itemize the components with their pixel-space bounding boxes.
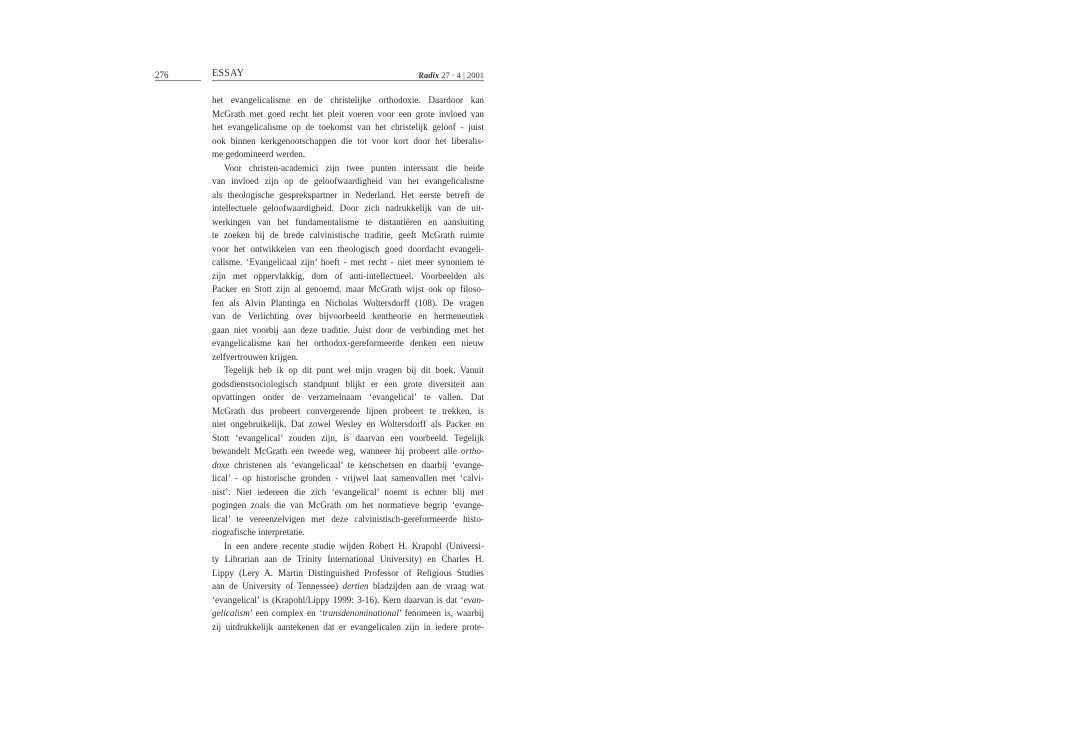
line-text: ‘evangelical’ is (Krapohl/Lippy 1999: 3-16). Kern daarvan is dat ‘: [212, 594, 464, 605]
line-text: ty Librarian aan de Trinity International University) en Charles H.: [212, 554, 484, 564]
text-line: [212, 337, 484, 351]
line-text: van invloed zijn op de geloofwaardigheid van het evangelicalisme: [212, 176, 484, 186]
text-line: [212, 351, 484, 365]
journal-issue: 27 · 4 | 2001: [441, 70, 484, 80]
text-line: [212, 553, 484, 567]
line-text: zijn met oppervlakkig, dom of anti-intellectueel. Voorbeelden als: [212, 270, 484, 281]
line-text: opvattingen onder de verzamelnaam ‘evangelical’ te vallen. Dat: [212, 392, 484, 402]
line-text: calisme. ‘Evangelicaal zijn’ hoeft - met recht - niet meer synoniem te: [212, 257, 484, 267]
text-line: [212, 94, 484, 108]
text-line: [212, 135, 484, 149]
line-text: riografische interpretatie.: [212, 527, 305, 537]
line-text: Stott ‘evangelical’ zouden zijn, is daarvan een voorbeeld. Tegelijk: [212, 432, 484, 443]
text-line: [212, 216, 484, 230]
text-line: [212, 243, 484, 257]
text-line: [212, 432, 484, 446]
body-text: [212, 94, 484, 634]
journal-name: Radix: [418, 70, 440, 80]
italic-text: ortho-: [461, 446, 484, 456]
line-text: Packer en Stott zijn al genoemd, maar McGrath wijst ook op filoso-: [212, 284, 484, 294]
line-text: Lippy (Lery A. Martin Distinguished Professor of Religious Studies: [212, 567, 484, 578]
line-text: van de Verlichting over bijvoorbeeld kentheorie en hermeneutiek: [212, 311, 484, 321]
text-line: [212, 580, 484, 594]
line-text: McGrath dus probeert convergerende lijnen probeert te trekken, is: [212, 405, 484, 416]
line-text: zij uitdrukkelijk aantekenen dat er evangelicalen zijn in iedere prote-: [212, 621, 484, 632]
line-text: nist’. Niet iedereen die zich ‘evangelical’ noemt is echter blij met: [212, 486, 484, 497]
line-text: fen als Alvin Plantinga en Nicholas Woltersdorff (108). De vragen: [212, 297, 484, 308]
line-text: McGrath met goed recht het pleit voeren voor een grote invloed van: [212, 108, 484, 119]
text-line: [212, 297, 484, 311]
text-line: [212, 499, 484, 513]
line-text: gaan niet voorbij aan deze traditie. Juist door de verbinding met het: [212, 324, 484, 335]
line-text: evangelicalisme kan het orthodox-gereformeerde denken een nieuw: [212, 338, 484, 348]
line-text: zelfvertrouwen krijgen.: [212, 351, 299, 362]
text-line: [212, 202, 484, 216]
line-text: me gedomineerd werden.: [212, 149, 306, 159]
line-text: lical’ - op historische gronden - vrijwel laat samenvallen met ‘calvi-: [212, 473, 484, 483]
italic-text: dertien: [342, 581, 369, 591]
text-line: [212, 121, 484, 135]
text-line: [212, 391, 484, 405]
text-line: [212, 607, 484, 621]
text-line: [212, 108, 484, 122]
text-line: [212, 621, 484, 635]
line-text: godsdienstsociologisch standpunt blijkt er een grote diversiteit aan: [212, 378, 484, 389]
line-text: als theologische gesprekspartner in Nederland. Het eerste betreft de: [212, 189, 484, 200]
text-line: [212, 445, 484, 459]
text-line: [212, 270, 484, 284]
text-line: [212, 567, 484, 581]
line-text: bewandelt McGrath een tweede weg, wanneer hij probeert alle: [212, 446, 462, 456]
text-line: [212, 229, 484, 243]
line-text: niet ongebruikelijk. Dat zowel Wesley en Woltersdorff als Packer en: [212, 419, 484, 429]
text-line: [212, 472, 484, 486]
line-text: te zoeken bij de brede calvinistische traditie, geeft McGrath ruimte: [212, 230, 484, 240]
text-line: [212, 310, 484, 324]
left-header-rule: [155, 80, 201, 81]
line-text: ’ fenomeen is, waarbij: [398, 608, 484, 618]
page-number: 276: [155, 70, 169, 80]
text-line: [212, 175, 484, 189]
text-line: [212, 594, 484, 608]
line-text: pogingen zoals die van McGrath om het normatieve begrip ‘evange-: [212, 500, 484, 510]
text-line: [212, 162, 484, 176]
journal-reference: [360, 70, 484, 80]
line-text: werkingen van het fundamentalisme te distantiëren en aansluiting: [212, 216, 484, 227]
text-line: [212, 378, 484, 392]
italic-text: gelicalism: [212, 608, 250, 618]
italic-text: evan-: [463, 594, 484, 605]
line-text: aan de University of Tennessee): [212, 581, 343, 591]
line-text: Tegelijk heb ik op dit punt wel mijn vragen bij dit boek. Vanuit: [224, 365, 484, 375]
text-line: [212, 256, 484, 270]
line-text: Voor christen-academici zijn twee punten interssant die beide: [224, 162, 484, 173]
italic-text: transdenominational: [322, 608, 399, 618]
line-text: In een andere recente studie wijden Robert H. Krapohl (Universi-: [224, 540, 484, 551]
italic-text: doxe: [212, 459, 230, 470]
line-text: intellectuele geloofwaardigheid. Door zich nadrukkelijk van de uit-: [212, 203, 484, 213]
line-text: het evangelicalisme op de toekomst van het christelijk geloof - juist: [212, 122, 484, 132]
line-text: lical’ te vereenzelvigen met deze calvinistisch-gereformeerde histo-: [212, 513, 484, 524]
line-text: ’ een complex en ‘: [249, 608, 323, 618]
text-line: [212, 283, 484, 297]
text-line: [212, 486, 484, 500]
text-line: [212, 526, 484, 540]
line-text: het evangelicalisme en de christelijke orthodoxie. Daardoor kan: [212, 95, 484, 105]
section-label: ESSAY: [212, 68, 245, 79]
text-line: [212, 459, 484, 473]
text-line: [212, 324, 484, 338]
text-line: [212, 513, 484, 527]
line-text: ook binnen kerkgenootschappen die tot voor kort door het liberalis-: [212, 135, 484, 146]
text-line: [212, 189, 484, 203]
text-line: [212, 364, 484, 378]
line-text: christenen als ‘evangelicaal’ te kenschetsen en daarbij ‘evange-: [229, 459, 484, 470]
text-line: [212, 405, 484, 419]
text-line: [212, 540, 484, 554]
line-text: bladzijden aan de vraag wat: [368, 581, 485, 591]
text-line: [212, 148, 484, 162]
text-line: [212, 418, 484, 432]
line-text: voor het ontwikkelen van een theologisch goed doordacht evangeli-: [212, 243, 484, 254]
header-rule: [212, 80, 484, 81]
